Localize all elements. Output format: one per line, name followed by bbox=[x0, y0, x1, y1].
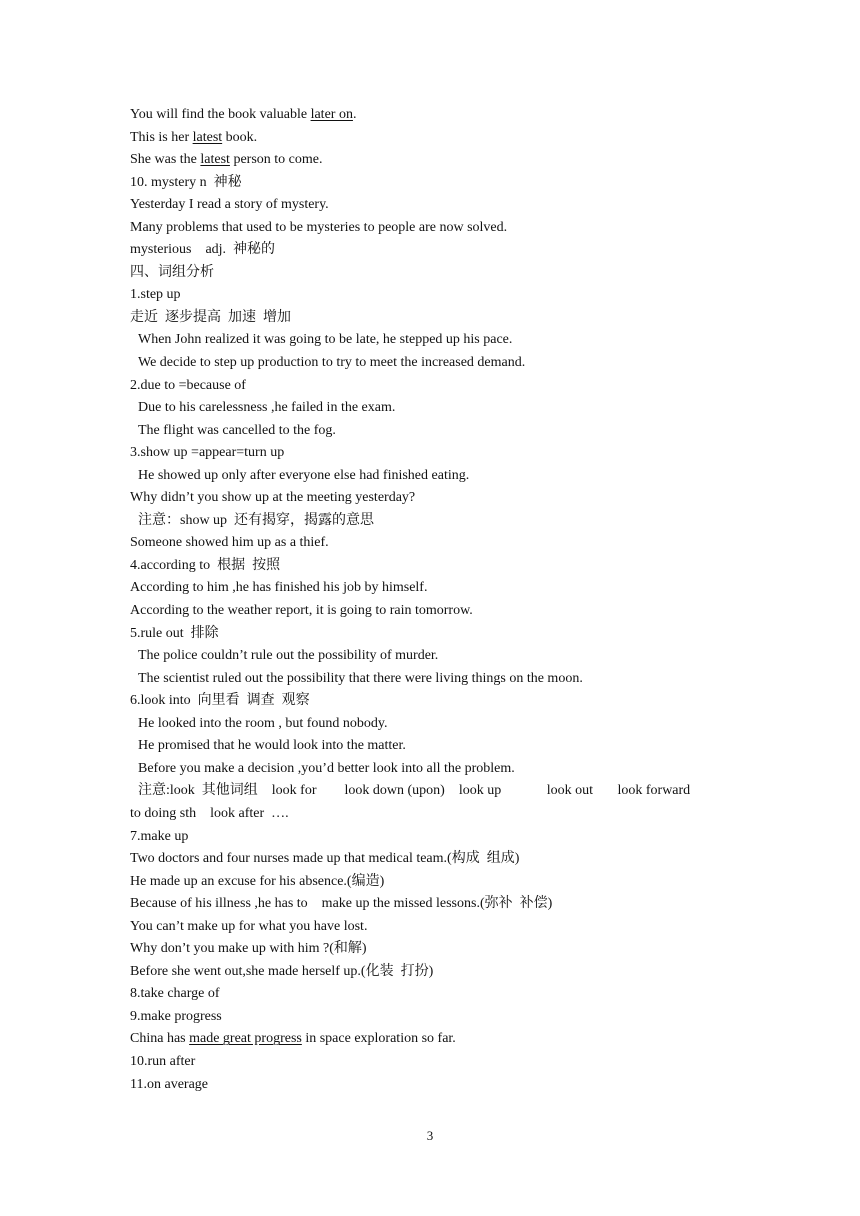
text-segment: 注意：show up 还有揭穿，揭露的意思 bbox=[138, 512, 375, 528]
text-line bbox=[130, 104, 750, 127]
text-segment: He promised that he would look into the matter. bbox=[138, 738, 406, 754]
text-line bbox=[130, 623, 750, 646]
text-line bbox=[130, 149, 750, 172]
text-line bbox=[130, 375, 750, 398]
text-segment: Someone showed him up as a thief. bbox=[130, 535, 329, 551]
text-segment: 7.make up bbox=[130, 828, 189, 844]
text-line bbox=[130, 352, 750, 375]
text-segment: We decide to step up production to try to meet the increased demand. bbox=[138, 355, 526, 371]
text-segment: She was the bbox=[130, 152, 201, 168]
text-line bbox=[130, 442, 750, 465]
text-line bbox=[130, 284, 750, 307]
text-segment: 5.rule out 排除 bbox=[130, 625, 219, 641]
underlined-phrase: latest bbox=[200, 152, 230, 168]
text-segment: Because of his illness ,he has to make up the missed lessons.(弥补 补偿) bbox=[130, 896, 553, 912]
underlined-phrase: latest bbox=[192, 129, 223, 145]
text-line bbox=[130, 127, 750, 150]
text-segment: mysterious adj. 神秘的 bbox=[130, 242, 276, 258]
text-line bbox=[130, 645, 750, 668]
text-segment: 10. mystery n 神秘 bbox=[130, 174, 242, 190]
text-segment: 3.show up =appear=turn up bbox=[130, 445, 285, 461]
text-segment: Yesterday I read a story of mystery. bbox=[130, 197, 329, 213]
text-segment: According to him ,he has finished his job by himself. bbox=[130, 580, 428, 596]
text-line bbox=[130, 465, 750, 488]
text-segment: 4.according to 根据 按照 bbox=[130, 557, 281, 573]
text-line bbox=[130, 397, 750, 420]
text-line bbox=[130, 329, 750, 352]
text-line bbox=[130, 780, 750, 803]
text-segment: This is her bbox=[130, 129, 193, 145]
text-segment: 8.take charge of bbox=[130, 986, 220, 1002]
text-segment: Many problems that used to be mysteries to people are now solved. bbox=[130, 219, 508, 235]
text-line bbox=[130, 555, 750, 578]
document-body bbox=[130, 104, 750, 1096]
text-line bbox=[130, 487, 750, 510]
text-line bbox=[130, 938, 750, 961]
text-line bbox=[130, 961, 750, 984]
text-segment: 1.step up bbox=[130, 287, 181, 303]
text-segment: According to the weather report, it is going to rain tomorrow. bbox=[130, 603, 473, 619]
text-line bbox=[130, 668, 750, 691]
text-segment: 10.run after bbox=[130, 1053, 196, 1069]
text-line bbox=[130, 848, 750, 871]
text-line bbox=[130, 1051, 750, 1074]
text-segment: China has bbox=[130, 1031, 190, 1047]
text-segment: The scientist ruled out the possibility that there were living things on the moon. bbox=[138, 670, 583, 686]
underlined-phrase: later on bbox=[310, 107, 353, 122]
text-line bbox=[130, 1006, 750, 1029]
text-line bbox=[130, 758, 750, 781]
text-line bbox=[130, 600, 750, 623]
text-line bbox=[130, 262, 750, 285]
text-line bbox=[130, 826, 750, 849]
text-segment: The police couldn’t rule out the possibility of murder. bbox=[138, 648, 439, 664]
text-segment: book. bbox=[222, 129, 258, 145]
text-segment: in space exploration so far. bbox=[301, 1031, 456, 1047]
text-segment: You can’t make up for what you have lost. bbox=[130, 918, 368, 934]
text-segment: Why don’t you make up with him ?(和解) bbox=[130, 941, 367, 957]
text-segment: . bbox=[352, 107, 357, 122]
text-segment: Why didn’t you show up at the meeting yesterday? bbox=[130, 490, 416, 506]
text-segment: He made up an excuse for his absence.(编造) bbox=[130, 873, 385, 889]
text-line bbox=[130, 713, 750, 736]
text-line bbox=[130, 803, 750, 826]
text-segment: Due to his carelessness ,he failed in the exam. bbox=[138, 400, 396, 416]
text-segment: 9.make progress bbox=[130, 1008, 222, 1024]
text-line bbox=[130, 577, 750, 600]
text-segment: 走近 逐步提高 加速 增加 bbox=[130, 309, 291, 325]
text-line bbox=[130, 239, 750, 262]
text-segment: When John realized it was going to be late, he stepped up his pace. bbox=[138, 332, 513, 348]
text-line bbox=[130, 983, 750, 1006]
text-segment: The flight was cancelled to the fog. bbox=[138, 422, 336, 438]
text-segment: Before you make a decision ,you’d better look into all the problem. bbox=[138, 760, 515, 776]
text-segment: 注意:look 其他词组 look for look down (upon) look up look out look forward bbox=[138, 783, 691, 799]
text-segment: Two doctors and four nurses made up that medical team.(构成 组成) bbox=[130, 851, 520, 867]
text-line bbox=[130, 172, 750, 195]
text-segment: 四、词组分析 bbox=[130, 264, 214, 280]
text-line bbox=[130, 532, 750, 555]
text-line bbox=[130, 871, 750, 894]
text-segment: 11.on average bbox=[130, 1076, 208, 1092]
text-line bbox=[130, 194, 750, 217]
text-line bbox=[130, 307, 750, 330]
text-line bbox=[130, 893, 750, 916]
text-segment: 6.look into 向里看 调查 观察 bbox=[130, 693, 310, 709]
text-segment: You will find the book valuable bbox=[130, 107, 311, 122]
text-segment: 2.due to =because of bbox=[130, 377, 246, 393]
text-segment: to doing sth look after …. bbox=[130, 805, 289, 821]
text-line bbox=[130, 690, 750, 713]
text-segment: He showed up only after everyone else had finished eating. bbox=[138, 467, 470, 483]
text-line bbox=[130, 735, 750, 758]
text-line bbox=[130, 217, 750, 240]
page-number: 3 bbox=[426, 1128, 434, 1143]
text-line bbox=[130, 1074, 750, 1097]
text-segment: Before she went out,she made herself up.(化装 打扮) bbox=[130, 963, 434, 979]
text-line bbox=[130, 420, 750, 443]
text-line bbox=[130, 510, 750, 533]
text-line bbox=[130, 1028, 750, 1051]
text-segment: person to come. bbox=[229, 152, 323, 168]
underlined-phrase: made great progress bbox=[189, 1031, 302, 1047]
text-line bbox=[130, 916, 750, 939]
text-segment: He looked into the room , but found nobody. bbox=[138, 715, 388, 731]
